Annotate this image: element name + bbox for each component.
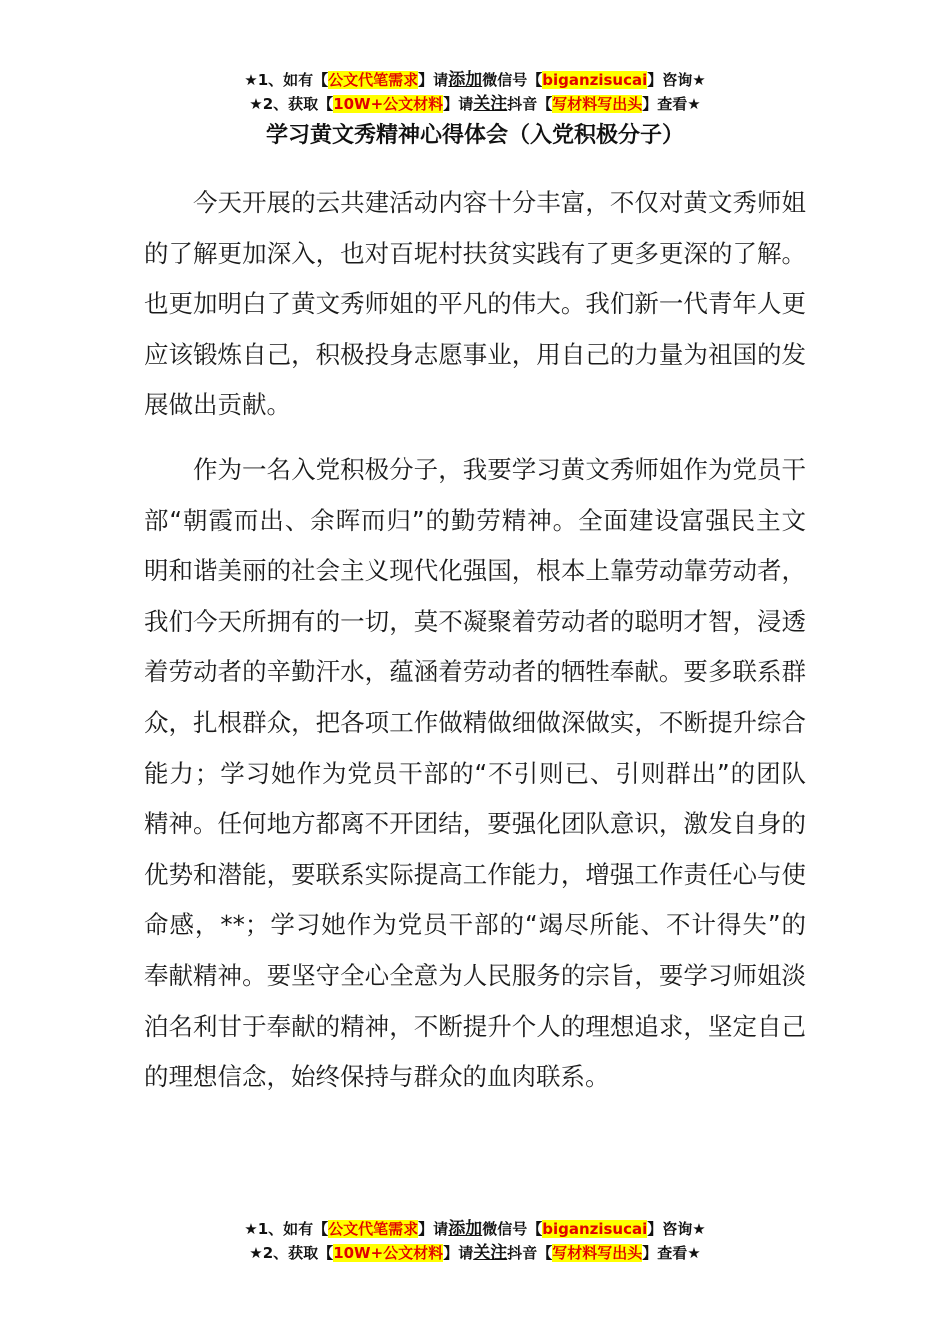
underlined-add-text: 添加 xyxy=(448,1219,483,1239)
document-body xyxy=(144,178,806,1117)
banner-line-1: ★1、如有【公文代笔需求】请添加微信号【biganzisucai】咨询★ xyxy=(244,1219,706,1239)
paragraph-2: 作为一名入党积极分子，我要学习黄文秀师姐作为党员干部“朝霞而出、余晖而归”的勤劳精神。全面建设富强民主文明和谐美丽的社会主义现代化强国，根本上靠劳动靠劳动者，我们今天所拥有的一切，莫不凝聚着劳动者的聪明才智，浸透着劳动者的辛勤汗水，蕴涵着劳动者的牺牲奉献。要多联系群众，扎根群众，把各项工作做精做细做深做实，不断提升综合能力；学习她作为党员干部的“不引则已、引则群出”的团队精神。任何地方都离不开团结，要强化团队意识，激发自身的优势和潜能，要联系实际提高工作能力，增强工作责任心与使命感，**；学习她作为党员干部的“竭尽所能、不计得失”的奉献精神。要坚守全心全意为人民服务的宗旨，要学习师姐淡泊名利甘于奉献的精神，不断提升个人的理想追求，坚定自己的理想信念，始终保持与群众的血肉联系。 xyxy=(144,454,806,1092)
highlight-materials-text: 10W+公文材料 xyxy=(333,1244,444,1262)
highlight-materials-text: 10W+公文材料 xyxy=(333,95,444,113)
highlight-wechat-id: biganzisucai xyxy=(542,71,648,89)
footer-banner xyxy=(0,1217,950,1265)
highlight-douyin-id: 写材料写出头 xyxy=(552,95,643,113)
highlight-service-text: 公文代笔需求 xyxy=(328,71,419,89)
highlight-wechat-id: biganzisucai xyxy=(542,1220,648,1238)
underlined-follow-text: 关注 xyxy=(473,1243,508,1263)
paragraph-1: 今天开展的云共建活动内容十分丰富，不仅对黄文秀师姐的了解更加深入，也对百坭村扶贫实践有了更多更深的了解。也更加明白了黄文秀师姐的平凡的伟大。我们新一代青年人更应该锻炼自己，积极投身志愿事业，用自己的力量为祖国的发展做出贡献。 xyxy=(144,188,806,420)
underlined-follow-text: 关注 xyxy=(473,94,508,114)
banner-line-2: ★2、获取【10W+公文材料】请关注抖音【写材料写出头】查看★ xyxy=(249,1243,701,1263)
underlined-add-text: 添加 xyxy=(448,70,483,90)
header-banner xyxy=(0,68,950,116)
document-title: 学习黄文秀精神心得体会（入党积极分子） xyxy=(265,123,684,148)
banner-line-2: ★2、获取【10W+公文材料】请关注抖音【写材料写出头】查看★ xyxy=(249,94,701,114)
highlight-service-text: 公文代笔需求 xyxy=(328,1220,419,1238)
banner-line-1: ★1、如有【公文代笔需求】请添加微信号【biganzisucai】咨询★ xyxy=(244,70,706,90)
highlight-douyin-id: 写材料写出头 xyxy=(552,1244,643,1262)
